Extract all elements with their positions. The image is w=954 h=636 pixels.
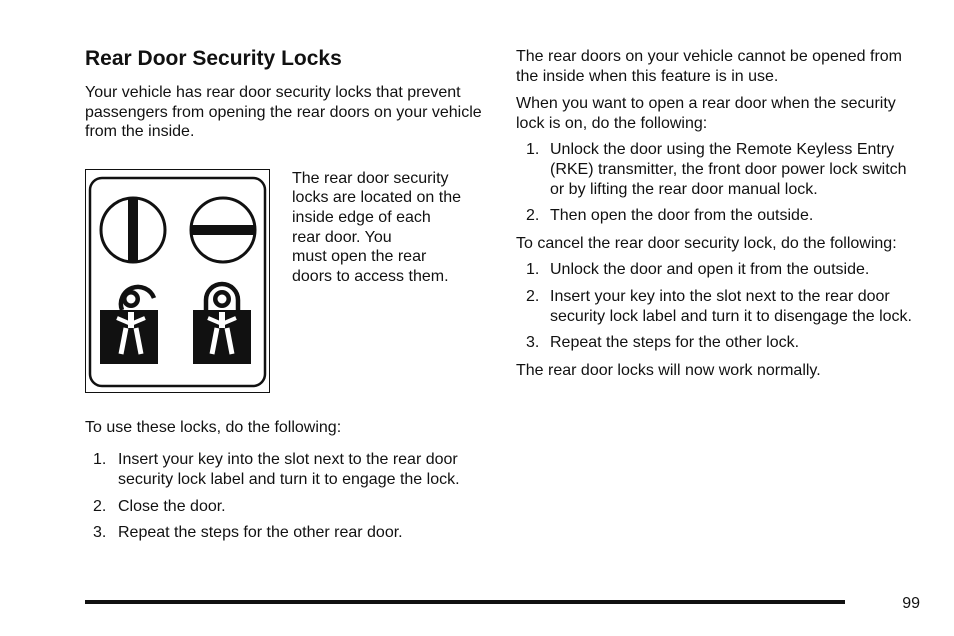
list-item: 1. Unlock the door and open it from the outside. (526, 261, 870, 279)
list-item: 2. Then open the door from the outside. (526, 207, 814, 225)
unlocked-slot-icon (101, 198, 165, 262)
footer-rule (85, 600, 845, 604)
caption-line: locks are located on the (292, 189, 461, 207)
list-item: 3. Repeat the steps for the other lock. (526, 334, 800, 352)
paragraph: When you want to open a rear door when the security lock is on, do the following: (516, 95, 896, 132)
paragraph: The rear doors on your vehicle cannot be opened from the inside when this feature is in use. (516, 48, 903, 85)
caption-line: doors to access them. (292, 267, 449, 285)
list-item: 1. Unlock the door using the Remote Keyless Entry (RKE) transmitter, the front door power lock switch or by lifting the rear door manual lock. (526, 141, 907, 198)
section-heading: Rear Door Security Locks (85, 47, 342, 70)
left-column (85, 45, 485, 543)
page-number: 99 (902, 595, 920, 612)
caption-line: rear door. You (292, 228, 392, 246)
open-steps-list (516, 140, 916, 225)
list-item: 2. Insert your key into the slot next to the rear door security lock label and turn it to disengage the lock. (526, 287, 912, 325)
right-column (516, 47, 916, 380)
figure-caption-text (292, 169, 492, 287)
caption-line: must open the rear (292, 248, 427, 266)
paragraph: To cancel the rear door security lock, do the following: (516, 234, 897, 252)
child-locked-padlock-icon (193, 284, 251, 364)
intro-paragraph: Your vehicle has rear door security locks that prevent passengers from opening the rear doors on your vehicle from the inside. (85, 84, 482, 141)
use-instructions-intro: To use these locks, do the following: (85, 418, 342, 436)
engage-steps-list (85, 450, 485, 542)
locked-slot-icon (191, 198, 255, 262)
child-unlocked-padlock-icon (100, 287, 158, 364)
figure-row (85, 169, 485, 395)
caption-line: inside edge of each (292, 208, 431, 226)
security-lock-label-illustration (85, 169, 270, 393)
list-item: 3. Repeat the steps for the other rear door. (93, 524, 403, 542)
caption-line: The rear door security (292, 169, 449, 187)
cancel-steps-list (516, 260, 916, 352)
closing-paragraph: The rear door locks will now work normally. (516, 361, 821, 379)
list-item: 1. Insert your key into the slot next to the rear door security lock label and turn it to engage the lock. (93, 451, 460, 488)
list-item: 2. Close the door. (93, 497, 226, 515)
